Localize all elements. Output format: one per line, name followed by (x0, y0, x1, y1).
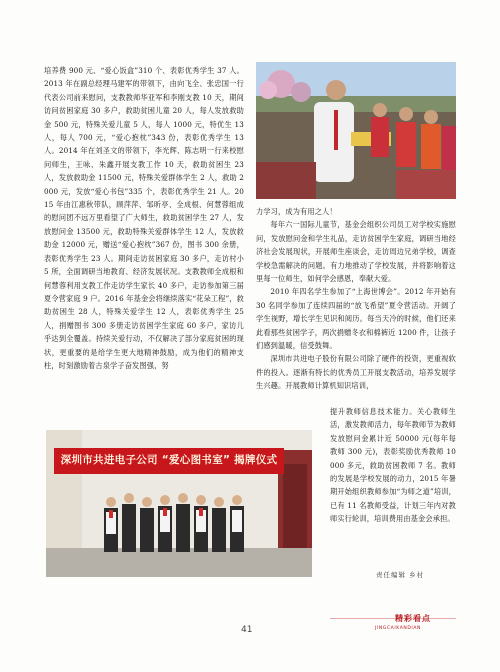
page-number: 41 (241, 625, 253, 635)
article-column-left (44, 64, 244, 421)
paragraph: 每年六一国际儿童节，基金会组织公司员工对学校实施慰问，发放慰问金和学生礼品，走访贫困学生家庭，调研当地经济社会发展现状，开展师生座谈会，走访周边兄弟学校，调查学校急需解决的问题。有力地推动了学校发展，并将影响着这里每一位师生，如何学会感恩，奉献大爱。 (256, 220, 456, 284)
section-title: 精彩看点 (395, 614, 431, 623)
editor-credit: 责任编辑 乡村 (376, 571, 425, 579)
paragraph: 力学习，成为有用之人！ (256, 207, 337, 216)
article-column-right-lower (330, 405, 456, 567)
photo-donation-ceremony-image (256, 62, 456, 199)
paragraph: 2010 年四名学生参加了“上海世博会”。2012 年开始有 30 名同学参加了连续四届的“放飞希望”夏令营活动。开阔了学生视野，增长学生见识和阅历。每当天冷的时候，他们还来此看那些贫困学子，两次捐赠冬衣和棉裤近 1200 件，让孩子们感到温暖，信受鼓舞。 (256, 287, 456, 351)
photo-donation-ceremony (256, 62, 456, 199)
paragraph: 提升教师信息技术能力。关心教师生活，激发教师活力，每年教师节为教师发放慰问金累计近 50000 元(每年每教师 300 元)，表彰奖励优秀教师 10000 多元，救助贫困教师 7 名。教师的发展是学校发展的动力，2015 年暑期开始组织教师参加“为师之道”培训，已有 11 名教师受益，计划三年内对教师实行轮训，培训费用由基金会承担。 (330, 407, 456, 524)
paragraph: 培养费 900 元、“爱心饭盒”310 个、表彰优秀学生 37 人。2013 年在副总经理马建军的带领下，由向飞全、张忠国一行代表公司前来慰问，支教教师华亚军和李刚支教 10 天，期间访问贫困家庭 30 多户，救助贫困儿童 20 人，每人发放救助金 500 元，特殊关爱儿童 5 人，每人 1000 元，特优生 13 人，每人 700 元，“爱心抱枕”343 份，表彰优秀学生 13 人。2014 年在刘圣文的带领下，李光辉、陈志明一行来校慰问师生，王咏、朱鑫开展支教工作 10 天，救助贫困生 23 人，发放救助金 11500 元，特殊关爱群体学生 2 人，救助 2000 元，发放“爱心书包”335 个，表彰优秀学生 21 人。2015 年由江惠秋带队，顾萍萍、邹昕亭、全成根、何慧蓉组成的慰问团不远万里看望了广大师生，救助贫困学生 27 人，发放慰问金 13500 元，救助特殊关爱群体学生 12 人，发放救助金 12000 元，赠送“爱心抱枕”367 份，图书 300 余册，表彰优秀学生 23 人。期间走访贫困家庭 30 多户，走访村小 5 所，全面调研当地教育、经济发展状况。支教教师全成根和何慧蓉利用支教工作走访学生家长 40 多户，走访参加第三届夏令营家庭 9 户。2016 年基金会将继续落实“花朵工程”，救助贫困生 28 人，特殊关爱学生 12 人，表彰优秀学生 25 人，捐赠图书 300 多册走访贫困学生家庭 60 多户，家访儿乎达到全覆盖。持续关爱行动，不仅解决了部分家庭贫困的现状，更重要的是给学生更大地精神鼓励，成为他们的精神支柱，时刻激励着古泉学子奋发图强，努 (44, 66, 244, 370)
footer-divider (330, 618, 456, 619)
photo-library-unveiling (46, 430, 312, 577)
banner-text: 深圳市共进电子公司 “爱心图书室” 揭牌仪式 (60, 454, 278, 466)
section-pinyin: JINGCAIKANDIAN (375, 626, 422, 631)
article-column-right-upper (256, 205, 456, 401)
paragraph: 深圳市共进电子股份有限公司除了硬件的投资，更重视软件的投入。逐渐有特长的优秀员工开展支教活动，培养发展学生兴趣。开展教师计算机知识培训， (256, 354, 456, 391)
